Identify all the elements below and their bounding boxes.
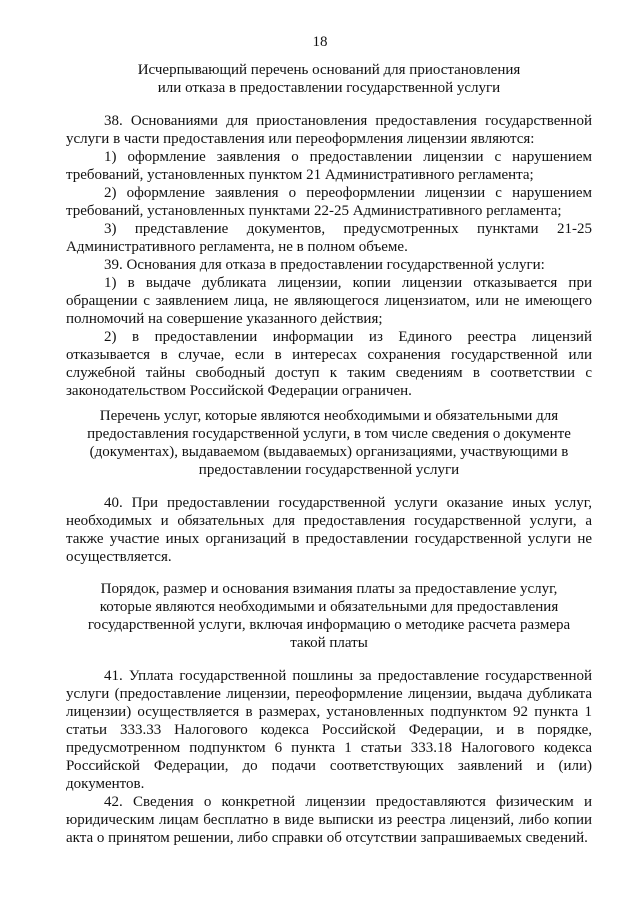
paragraph-line: осуществляется. [66, 549, 172, 565]
paragraph-line: услуги в части предоставления или переоформления лицензии являются: [66, 131, 535, 147]
section-heading-line: предоставления государственной услуги, в том числе сведения о документе [87, 426, 571, 442]
section-heading-line: такой платы [290, 635, 368, 651]
paragraph-line: 2) оформление заявления о переоформлении лицензии с нарушением [104, 185, 592, 201]
section-heading-line: Перечень услуг, которые являются необходимыми и обязательными для [99, 408, 559, 424]
paragraph-line: законодательством Российской Федерации ограничен. [66, 383, 412, 399]
paragraph-line: служебной тайны свободный доступ к таким сведениям в соответствии с [66, 365, 592, 381]
paragraph-line: 1) в выдаче дубликата лицензии, копии лицензии отказывается при [104, 275, 592, 291]
paragraph-line: Административного регламента, не в полном объеме. [66, 239, 408, 255]
paragraph-line: 42. Сведения о конкретной лицензии предоставляются физическим и [104, 794, 592, 810]
paragraph-line: необходимых и обязательных для предоставления государственной услуги, а [66, 513, 592, 529]
paragraph-line: Российской Федерации, до подачи соответствующих заявлений и (или) [66, 758, 592, 774]
section-heading-line: государственной услуги, включая информацию о методике расчета размера [87, 617, 571, 633]
paragraph-line: 2) в предоставлении информации из Единого реестра лицензий [104, 329, 592, 345]
paragraph-line: лицензии) осуществляется в размерах, установленных подпунктом 92 пункта 1 [66, 704, 592, 720]
paragraph-line: 1) оформление заявления о предоставлении лицензии с нарушением [104, 149, 592, 165]
paragraph-line: статьи 333.33 Налогового кодекса Российской Федерации, и в порядке, [66, 722, 592, 738]
paragraph-line: документов. [66, 776, 145, 792]
paragraph-line: юридическим лицам бесплатно в виде выписки из реестра лицензий, либо копии [66, 812, 592, 828]
paragraph-line: обращении с заявлением лица, не являющегося лицензиатом, или не имеющего [66, 293, 592, 309]
paragraph-line: предусмотренном подпунктом 6 пункта 1 статьи 333.18 Налогового кодекса [66, 740, 592, 756]
paragraph-line: требований, установленных пунктами 22-25 Административного регламента; [66, 203, 562, 219]
paragraph-line: отказывается в случае, если в интересах сохранения государственной или [66, 347, 592, 363]
section-heading-line: Исчерпывающий перечень оснований для приостановления [137, 62, 521, 78]
paragraph-line: требований, установленных пунктом 21 Административного регламента; [66, 167, 534, 183]
section-heading-line: которые являются необходимыми и обязательными для предоставления [99, 599, 559, 615]
paragraph-line: 40. При предоставлении государственной услуги оказание иных услуг, [104, 495, 592, 511]
page-number: 18 [312, 34, 328, 50]
paragraph-line: 39. Основания для отказа в предоставлении государственной услуги: [104, 257, 545, 273]
paragraph-line: услуги (предоставление лицензии, переоформление лицензии, выдача дубликата [66, 686, 592, 702]
paragraph-line: полномочий на совершение указанного действия; [66, 311, 383, 327]
paragraph-line: 38. Основаниями для приостановления предоставления государственной [104, 113, 592, 129]
section-heading-line: или отказа в предоставлении государственной услуги [157, 80, 501, 96]
section-heading-line: Порядок, размер и основания взимания платы за предоставление услуг, [100, 581, 558, 597]
section-heading-line: (документах), выдаваемом (выдаваемых) организациями, участвующими в [89, 444, 569, 460]
paragraph-line: 41. Уплата государственной пошлины за предоставление государственной [104, 668, 592, 684]
paragraph-line: также участие иных организаций в предоставлении государственной услуги не [66, 531, 592, 547]
paragraph-line: акта о принятом решении, либо справки об отсутствии запрашиваемых сведений. [66, 830, 588, 846]
section-heading-line: предоставлении государственной услуги [198, 462, 460, 478]
paragraph-line: 3) представление документов, предусмотренных пунктами 21-25 [104, 221, 592, 237]
